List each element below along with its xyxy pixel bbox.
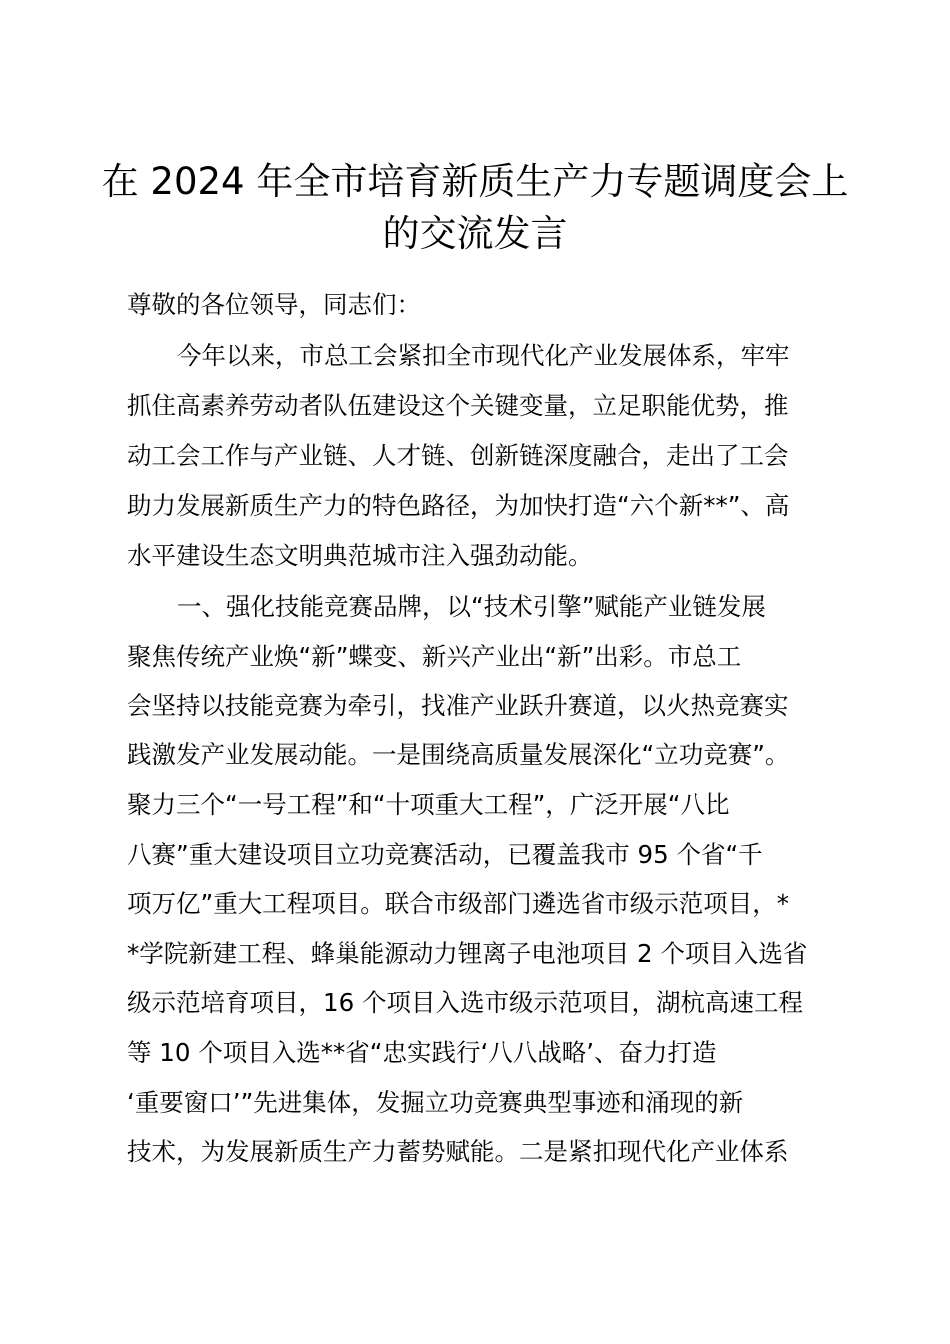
paragraph-line: 技术，为发展新质生产力蓄势赋能。二是紧扣现代化产业体系 xyxy=(127,1137,789,1166)
paragraph-line: 动工会工作与产业链、人才链、创新链深度融合，走出了工会 xyxy=(127,441,789,470)
paragraph-line: 八赛”重大建设项目立功竞赛活动，已覆盖我市 95 个省“千 xyxy=(127,840,763,869)
paragraph-line: 抓住高素养劳动者队伍建设这个关键变量，立足职能优势，推 xyxy=(127,391,789,420)
paragraph-line: 今年以来，市总工会紧扣全市现代化产业发展体系，牢牢 xyxy=(177,341,790,370)
paragraph-line: ‘重要窗口’”先进集体，发掘立功竞赛典型事迹和涌现的新 xyxy=(127,1088,744,1117)
paragraph-line: 聚焦传统产业焕“新”蝶变、新兴产业出“新”出彩。市总工 xyxy=(127,642,742,671)
paragraph-line: 等 10 个项目入选**省“忠实践行‘八八战略’、奋力打造 xyxy=(127,1038,717,1067)
paragraph-line: 会坚持以技能竞赛为牵引，找准产业跃升赛道，以火热竞赛实 xyxy=(127,691,789,720)
section-heading-line: 一、强化技能竞赛品牌，以“技术引擎”赋能产业链发展 xyxy=(177,592,766,621)
paragraph-line: 水平建设生态文明典范城市注入强劲动能。 xyxy=(127,541,593,570)
paragraph-line: 践激发产业发展动能。一是围绕高质量发展深化“立功竞赛”。 xyxy=(127,740,790,769)
paragraph-line: 级示范培育项目，16 个项目入选市级示范项目，湖杭高速工程 xyxy=(127,988,803,1017)
document-title-line-1: 在 2024 年全市培育新质生产力专题调度会上 xyxy=(101,160,849,203)
paragraph-line: *学院新建工程、蜂巢能源动力锂离子电池项目 2 个项目入选省 xyxy=(127,939,808,968)
salutation: 尊敬的各位领导，同志们： xyxy=(127,290,421,319)
paragraph-line: 项万亿”重大工程项目。联合市级部门遴选省市级示范项目，* xyxy=(127,889,789,918)
document-title-line-2: 的交流发言 xyxy=(382,212,568,255)
paragraph-line: 聚力三个“一号工程”和“十项重大工程”，广泛开展“八比 xyxy=(127,790,730,819)
paragraph-line: 助力发展新质生产力的特色路径，为加快打造“六个新**”、高 xyxy=(127,491,790,520)
